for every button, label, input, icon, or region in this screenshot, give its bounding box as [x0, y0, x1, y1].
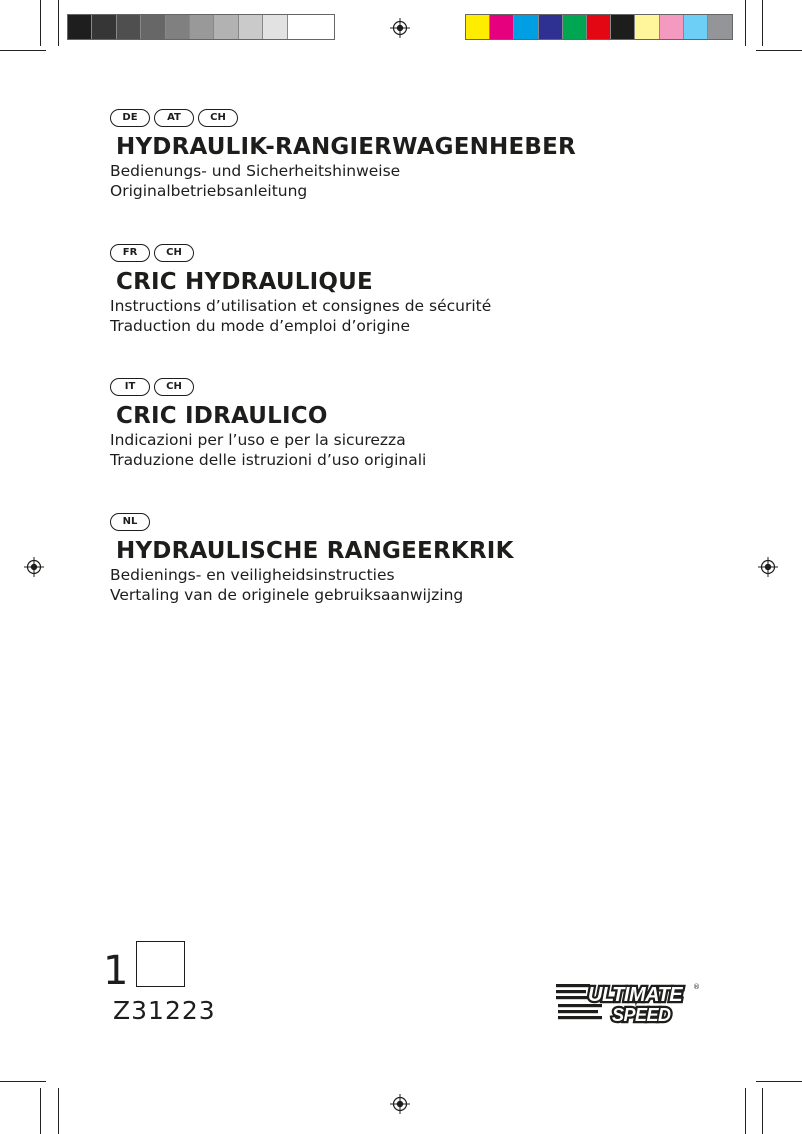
language-badges	[110, 109, 576, 129]
color-swatch	[660, 15, 684, 39]
crop-mark	[762, 0, 763, 46]
language-badges	[110, 244, 491, 264]
crop-mark	[0, 50, 46, 51]
section-subtitle: Traduction du mode d’emploi d’origine	[110, 317, 411, 335]
color-swatch	[611, 15, 635, 39]
color-swatch	[684, 15, 708, 39]
language-badge-de: DE	[110, 109, 150, 127]
section-subtitle: Originalbetriebsanleitung	[110, 182, 308, 200]
color-swatch	[514, 15, 538, 39]
language-badge-it: IT	[110, 378, 150, 396]
section-title: HYDRAULISCHE RANGEERKRIK	[116, 538, 514, 564]
section-subtitle: Bedienings- en veiligheidsinstructies	[110, 566, 395, 584]
section-subtitle: Indicazioni per l’uso e per la sicurezza	[110, 431, 406, 449]
color-swatch	[117, 15, 141, 39]
language-badge-nl: NL	[110, 513, 150, 531]
registration-mark-icon	[390, 18, 410, 38]
logo-text-bottom: SPEED	[612, 1005, 671, 1025]
section-title: HYDRAULIK-RANGIERWAGENHEBER	[116, 134, 576, 160]
crop-mark	[762, 1088, 763, 1134]
language-badge-ch: CH	[154, 378, 194, 396]
crop-mark	[58, 0, 59, 46]
language-badge-ch: CH	[154, 244, 194, 262]
color-swatch	[539, 15, 563, 39]
section-nl	[110, 513, 514, 605]
crop-mark	[58, 1088, 59, 1134]
model-number: Z31223	[113, 996, 216, 1025]
crop-mark	[745, 0, 746, 46]
color-swatch	[190, 15, 214, 39]
section-subtitle: Vertaling van de originele gebruiksaanwijzing	[110, 586, 464, 604]
color-swatch	[166, 15, 190, 39]
crop-mark	[40, 0, 41, 46]
color-swatch	[68, 15, 92, 39]
color-swatch	[92, 15, 116, 39]
crop-mark	[40, 1088, 41, 1134]
language-badge-at: AT	[154, 109, 194, 127]
color-swatch	[288, 15, 312, 39]
language-badge-ch: CH	[198, 109, 238, 127]
language-badges	[110, 513, 514, 533]
section-subtitle: Traduzione delle istruzioni d’uso originali	[110, 451, 427, 469]
color-swatch	[635, 15, 659, 39]
section-subtitle: Instructions d’utilisation et consignes de sécurité	[110, 297, 492, 315]
color-swatch	[239, 15, 263, 39]
color-swatch	[563, 15, 587, 39]
color-swatch	[141, 15, 165, 39]
color-swatch	[708, 15, 732, 39]
section-title: CRIC IDRAULICO	[116, 403, 328, 429]
crop-mark	[745, 1088, 746, 1134]
color-swatch	[490, 15, 514, 39]
color-swatch	[214, 15, 238, 39]
process-color-bar	[465, 14, 733, 40]
ultimate-speed-logo	[556, 980, 702, 1026]
language-badge-fr: FR	[110, 244, 150, 262]
registration-mark-icon	[758, 557, 778, 577]
section-fr	[110, 244, 491, 336]
crop-mark	[756, 50, 802, 51]
page-box	[136, 941, 185, 987]
logo-text-top: ULTIMATE	[588, 984, 683, 1006]
color-swatch	[466, 15, 490, 39]
section-de	[110, 109, 576, 201]
registration-mark-icon	[24, 557, 44, 577]
registration-mark-icon	[390, 1094, 410, 1114]
color-swatch	[587, 15, 611, 39]
grayscale-color-bar	[67, 14, 335, 40]
section-it	[110, 378, 426, 470]
page-number: 1	[103, 948, 129, 994]
crop-mark	[756, 1081, 802, 1082]
registered-mark: ®	[693, 983, 700, 991]
language-badges	[110, 378, 426, 398]
color-swatch	[263, 15, 287, 39]
section-title: CRIC HYDRAULIQUE	[116, 269, 373, 295]
section-subtitle: Bedienungs- und Sicherheitshinweise	[110, 162, 401, 180]
crop-mark	[0, 1081, 46, 1082]
